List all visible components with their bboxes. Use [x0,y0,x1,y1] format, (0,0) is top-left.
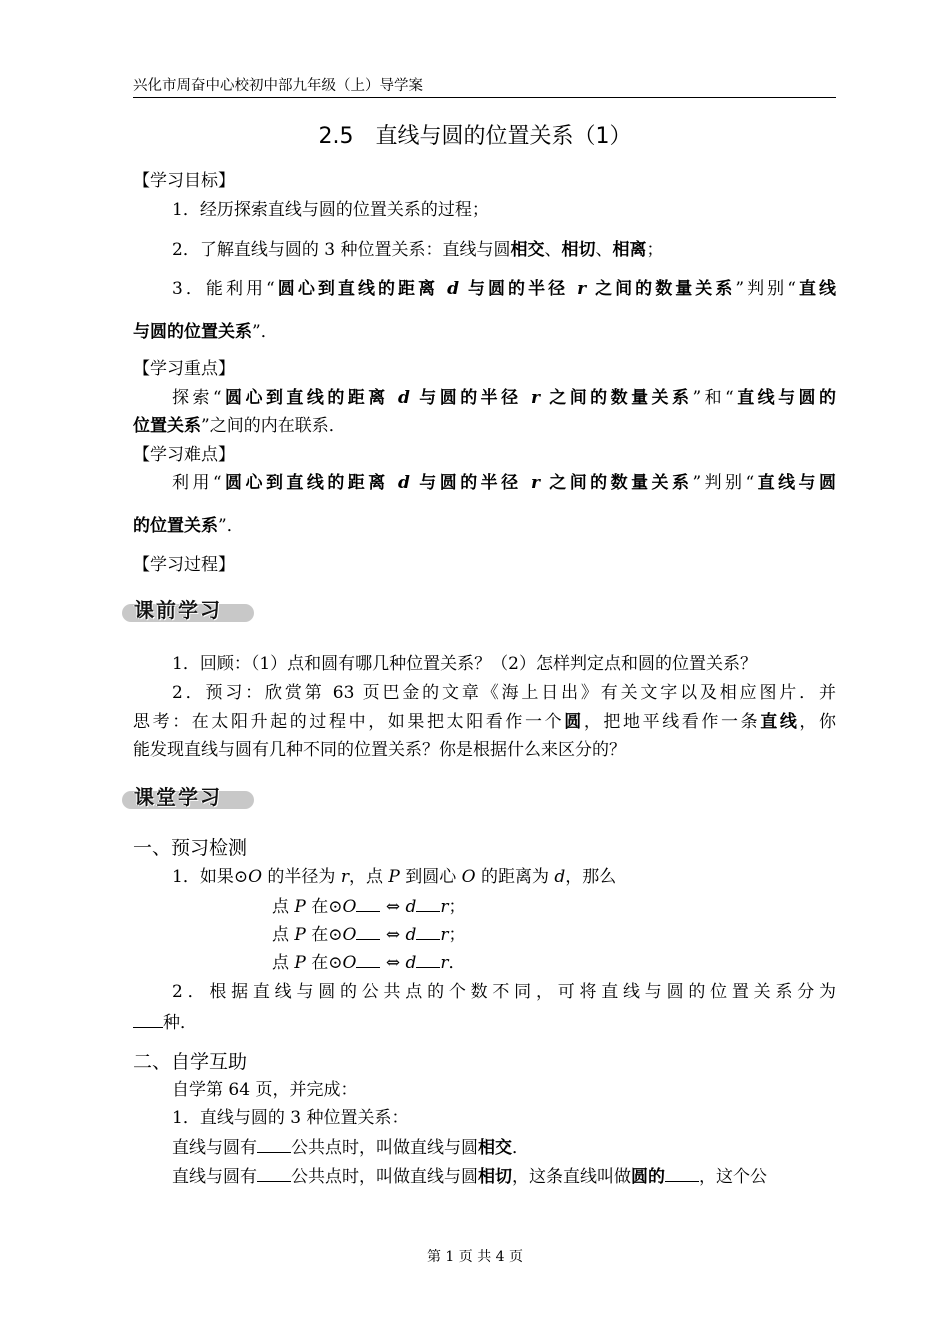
difficulty-text-cont: 的位置关系”． [133,516,244,536]
objective-2: 2．了解直线与圆的 3 种位置关系：直线与圆相交、相切、相离； [172,240,664,260]
pre-study-item-2: 2．预习：欣赏第 63 页巴金的文章《海上日出》有关文字以及相应图片．并 [172,683,836,703]
self-study-intro: 自学第 64 页，并完成： [172,1080,358,1100]
fill-blank[interactable] [133,1009,163,1028]
fill-blank[interactable] [665,1163,699,1182]
page-title: 2.5 直线与圆的位置关系（1） [318,124,632,149]
preview-q2-cont: 种． [133,1009,836,1035]
key-point-heading: 【学习重点】 [133,359,235,379]
self-study-item-1: 1．直线与圆的 3 种位置关系： [172,1108,409,1128]
preview-row-2: 点 P 在⊙O ⇔ d r； [272,921,572,947]
pre-study-item-2-cont: 思考：在太阳升起的过程中，如果把太阳看作一个圆，把地平线看作一条直线，你 [133,712,837,732]
self-study-intersect-line: 直线与圆有 公共点时，叫做直线与圆相交． [172,1134,836,1160]
process-heading: 【学习过程】 [133,555,235,575]
objective-3: 3．能利用“圆心到直线的距离 d 与圆的半径 r 之间的数量关系”判别“直线 [172,279,837,299]
page-footer: 第 1 页 共 4 页 [426,1249,524,1265]
self-study-heading: 二、自学互助 [133,1051,248,1073]
fill-blank[interactable] [257,1163,291,1182]
fill-blank[interactable] [416,893,440,912]
key-point-text-cont: 位置关系”之间的内在联系． [133,416,346,436]
objective-1: 1．经历探索直线与圆的位置关系的过程； [172,200,489,220]
preview-heading: 一、预习检测 [133,837,248,859]
fill-blank[interactable] [416,949,440,968]
objectives-heading: 【学习目标】 [133,171,235,191]
objective-3-cont: 与圆的位置关系”． [133,322,278,342]
pre-study-item-1: 1．回顾：（1）点和圆有哪几种位置关系？（2）怎样判定点和圆的位置关系？ [172,654,757,674]
class-study-banner [122,781,254,813]
class-study-banner-label: 课堂学习 [134,785,222,809]
fill-blank[interactable] [416,921,440,940]
fill-blank[interactable] [356,949,380,968]
pre-study-banner-label: 课前学习 [134,598,222,622]
difficulty-text: 利用“圆心到直线的距离 d 与圆的半径 r 之间的数量关系”判别“直线与圆 [172,473,837,493]
preview-row-1: 点 P 在⊙O ⇔ d r； [272,893,572,919]
pre-study-banner [122,594,254,626]
fill-blank[interactable] [257,1134,291,1153]
preview-q1: 1．如果⊙O 的半径为 r，点 P 到圆心 O 的距离为 d，那么 [172,867,617,887]
preview-row-3: 点 P 在⊙O ⇔ d r． [272,949,572,975]
key-point-text: 探索“圆心到直线的距离 d 与圆的半径 r 之间的数量关系”和“直线与圆的 [172,388,837,408]
difficulty-heading: 【学习难点】 [133,445,235,465]
pre-study-item-2-cont2: 能发现直线与圆有几种不同的位置关系？你是根据什么来区分的？ [133,740,626,760]
page-header: 兴化市周奋中心校初中部九年级（上）导学案 [133,77,836,98]
fill-blank[interactable] [356,893,380,912]
preview-q2: 2．根据直线与圆的公共点的个数不同，可将直线与圆的位置关系分为 [172,982,836,1002]
fill-blank[interactable] [356,921,380,940]
self-study-tangent-line: 直线与圆有 公共点时，叫做直线与圆相切，这条直线叫做圆的 ，这个公 [172,1163,836,1189]
